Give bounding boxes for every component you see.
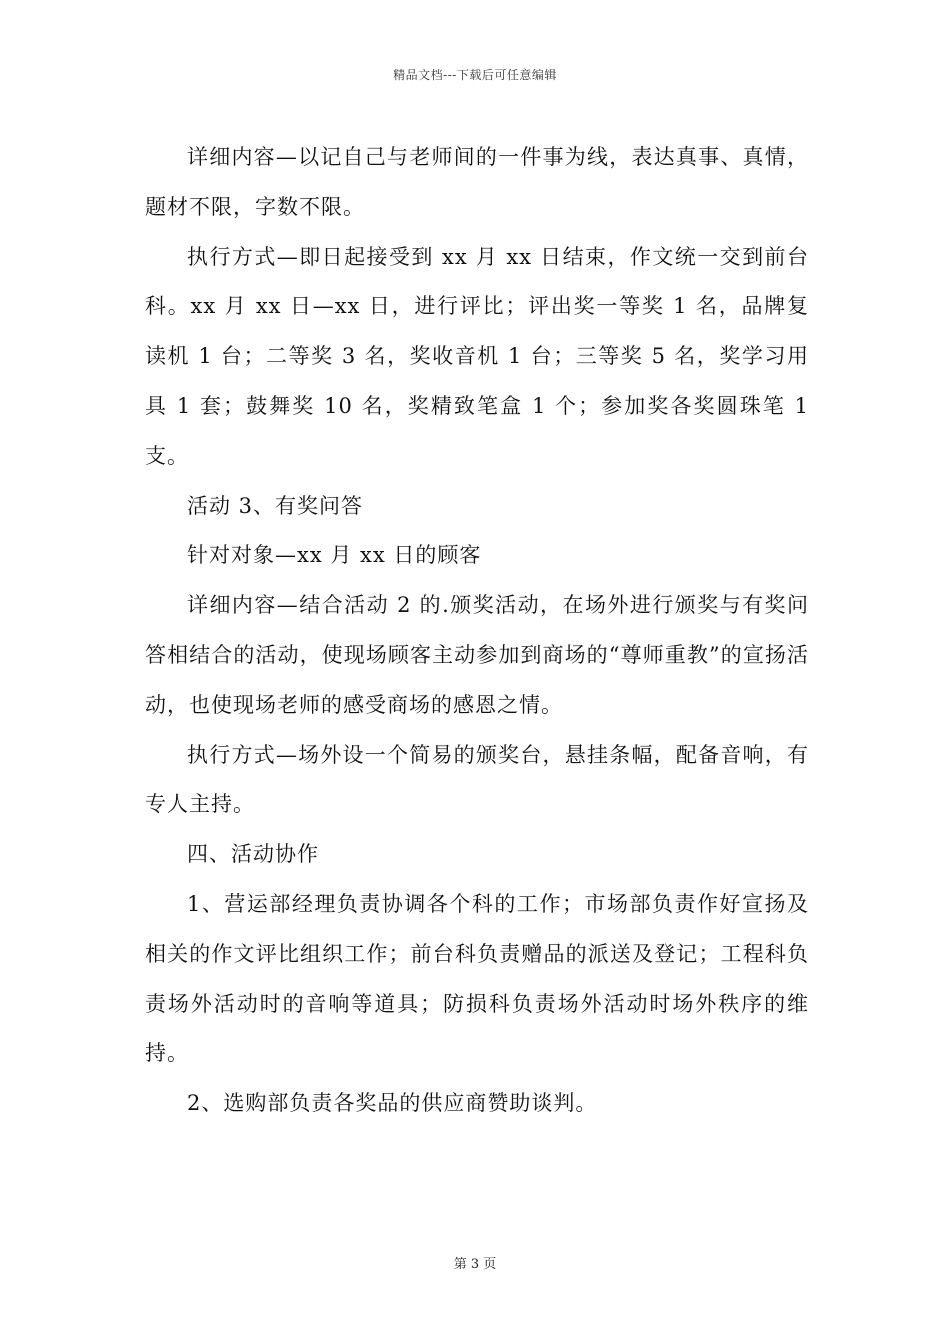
paragraph-activity-3-title: 活动 3、有奖问答 — [187, 493, 364, 518]
paragraph-content-detail-2: 详细内容—结合活动 2 的.颁奖活动，在场外进行颁奖与有奖问答相结合的活动，使现场顾客主动参加到商场的“尊师重教”的宣扬活动，也使现场老师的感受商场的感恩之情。 — [145, 593, 809, 717]
paragraph-execution-method-1: 执行方式—即日起接受到 xx 月 xx 日结束，作文统一交到前台科。xx 月 xx 日—xx 日，进行评比；评出奖一等奖 1 名，品牌复读机 1 台；二等奖 3 名，奖收音机 1 台；三等奖 5 名，奖学习用具 1 套；鼓舞奖 10 名，奖精致笔盒 1 个；参加奖各奖圆珠笔 1 支。 — [145, 244, 809, 468]
page-number: 第 3 页 — [453, 1257, 497, 1272]
paragraph-cooperation-item-2: 2、选购部负责各奖品的供应商赞助谈判。 — [187, 1091, 598, 1116]
section-heading-cooperation: 四、活动协作 — [187, 842, 319, 867]
paragraph-target-audience: 针对对象—xx 月 xx 日的顾客 — [187, 543, 482, 568]
paragraph-execution-method-2: 执行方式—场外设一个简易的颁奖台，悬挂条幅，配备音响，有专人主持。 — [145, 742, 809, 817]
paragraph-content-detail-1: 详细内容—以记自己与老师间的一件事为线，表达真事、真情，题材不限，字数不限。 — [145, 145, 809, 219]
paragraph-cooperation-item-1: 1、营运部经理负责协调各个科的工作；市场部负责作好宣扬及相关的作文评比组织工作；前台科负责赠品的派送及登记；工程科负责场外活动时的音响等道具；防损科负责场外活动时场外秩序的维持。 — [145, 891, 809, 1066]
page-header: 精品文档---下载后可任意编辑 — [393, 68, 557, 82]
document-body — [145, 133, 809, 1129]
